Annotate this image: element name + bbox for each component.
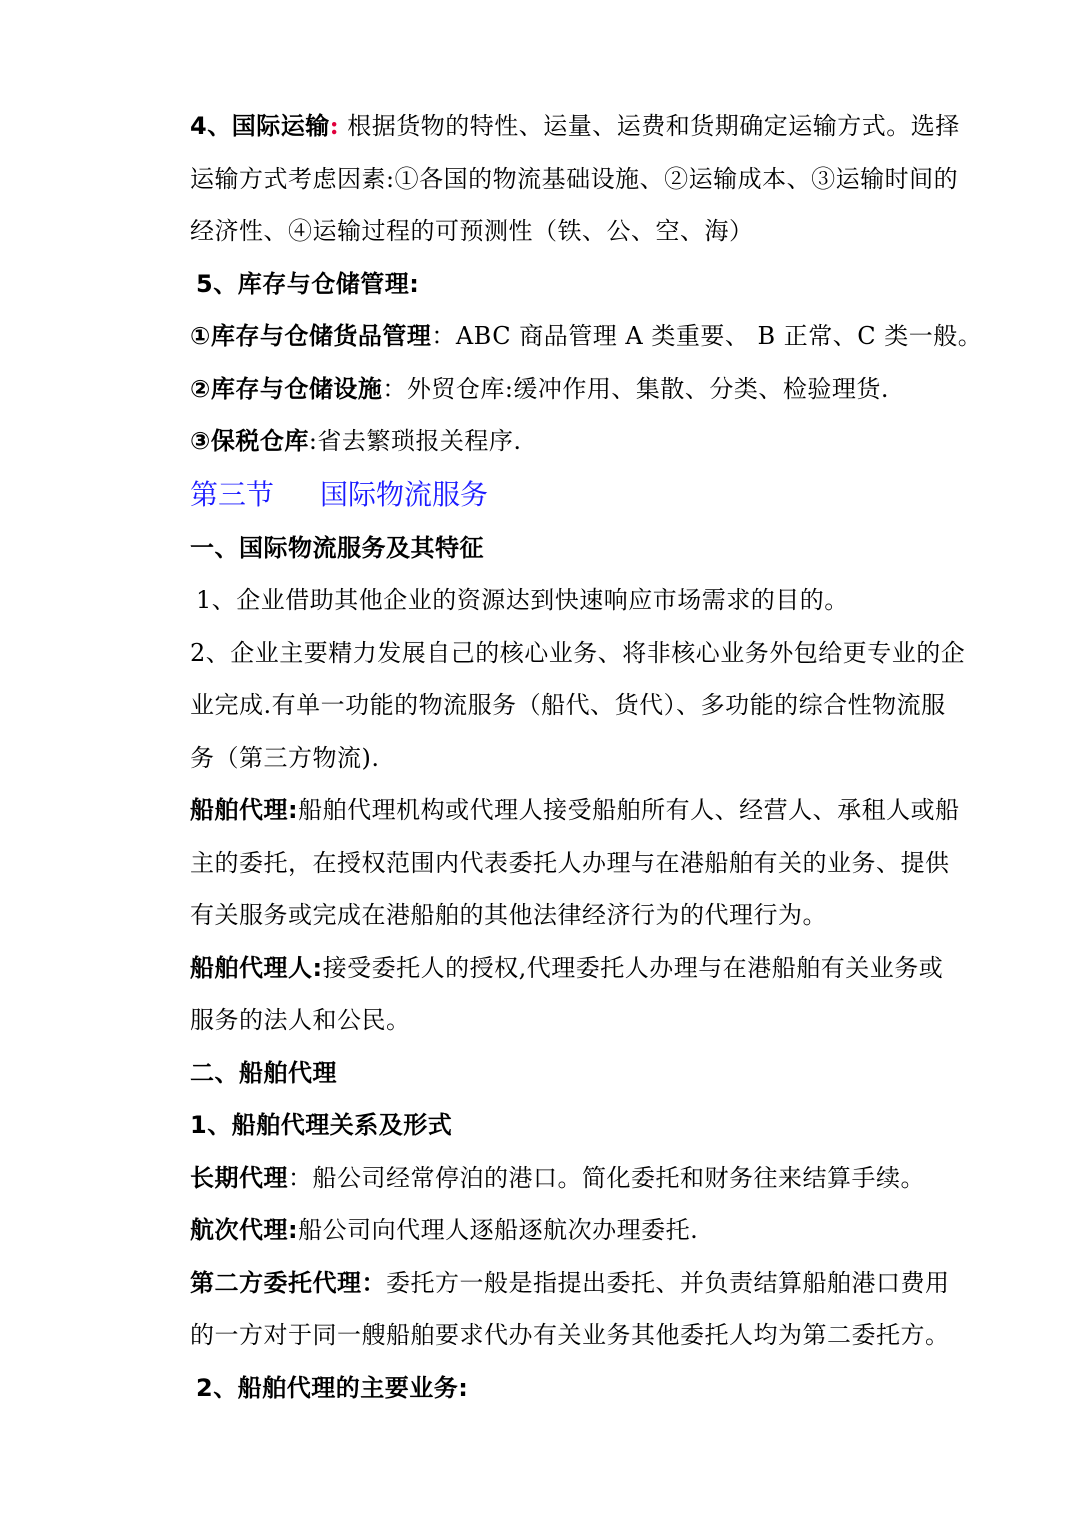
second-party-text-1: 委托方一般是指提出委托、并负责结算船舶港口费用	[386, 1268, 950, 1297]
transport-paragraph-line-1	[190, 100, 980, 153]
inventory-item-2	[190, 363, 980, 416]
inventory-item-1-text: ：ABC 商品管理 A 类重要、 B 正常、C 类一般。	[431, 322, 983, 350]
transport-paragraph-line-3: 经济性、④运输过程的可预测性（铁、公、空、海）	[190, 217, 754, 245]
part2-sub-2: 2、船舶代理的主要业务:	[196, 1373, 469, 1402]
section-title	[190, 468, 980, 522]
ship-agency-label: 船舶代理:	[190, 796, 299, 824]
ship-agent-label: 船舶代理人:	[190, 953, 323, 982]
document-page	[190, 100, 983, 1414]
inventory-item-2-text: ：外贸仓库:缓冲作用、集散、分类、检验理货.	[382, 374, 890, 403]
voyage-agency	[190, 1204, 980, 1257]
inventory-item-1	[190, 310, 983, 363]
part1-item-2-line-3: 务（第三方物流).	[190, 743, 380, 772]
part1-heading: 一、国际物流服务及其特征	[190, 533, 484, 562]
second-party-agency-line-2: 的一方对于同一艘船舶要求代办有关业务其他委托人均为第二委托方。	[190, 1321, 950, 1349]
section-number: 第三节	[190, 477, 275, 511]
voyage-label: 航次代理:	[190, 1216, 299, 1244]
long-term-agency	[190, 1152, 980, 1205]
inventory-heading: 5、库存与仓储管理:	[196, 269, 420, 298]
inventory-item-1-label: ①库存与仓储货品管理	[190, 322, 432, 350]
inventory-item-2-label: ②库存与仓储设施	[190, 374, 383, 403]
red-colon: :	[329, 111, 340, 140]
part1-item-2-line-1: 2、企业主要精力发展自己的核心业务、将非核心业务外包给更专业的企	[190, 638, 966, 667]
transport-paragraph-line-2: 运输方式考虑因素:①各国的物流基础设施、②运输成本、③运输时间的	[190, 164, 959, 193]
ship-agent-def-line-2: 服务的法人和公民。	[190, 1006, 411, 1034]
inventory-item-3-label: ③保税仓库	[190, 427, 309, 455]
ship-agency-def-line-2: 主的委托，在授权范围内代表委托人办理与在港船舶有关的业务、提供	[190, 848, 950, 877]
transport-text-1: 根据货物的特性、运量、运费和货期确定运输方式。选择	[347, 112, 960, 140]
second-party-agency-line-1	[190, 1257, 980, 1310]
second-party-label: 第二方委托代理：	[190, 1268, 386, 1297]
long-term-text: ：船公司经常停泊的港口。简化委托和财务往来结算手续。	[288, 1163, 925, 1192]
part1-item-1: 1、企业借助其他企业的资源达到快速响应市场需求的目的。	[196, 586, 849, 614]
voyage-text: 船公司向代理人逐船逐航次办理委托.	[298, 1216, 699, 1244]
part1-item-2-line-2: 业完成.有单一功能的物流服务（船代、货代）、多功能的综合性物流服	[190, 691, 946, 719]
ship-agent-text-1: 接受委托人的授权,代理委托人办理与在港船舶有关业务或	[322, 953, 944, 982]
inventory-item-3-text: :省去繁琐报关程序.	[308, 427, 522, 455]
transport-label: 4、国际运输	[190, 112, 330, 140]
ship-agent-def-line-1	[190, 942, 980, 995]
ship-agency-text-1: 船舶代理机构或代理人接受船舶所有人、经营人、承租人或船	[298, 796, 960, 824]
part2-heading: 二、船舶代理	[190, 1058, 337, 1087]
part2-sub-1: 1、船舶代理关系及形式	[190, 1111, 453, 1139]
section-name: 国际物流服务	[320, 477, 489, 511]
long-term-label: 长期代理	[190, 1163, 288, 1192]
ship-agency-def-line-1	[190, 784, 980, 837]
ship-agency-def-line-3: 有关服务或完成在港船舶的其他法律经济行为的代理行为。	[190, 901, 827, 929]
inventory-item-3	[190, 415, 980, 468]
